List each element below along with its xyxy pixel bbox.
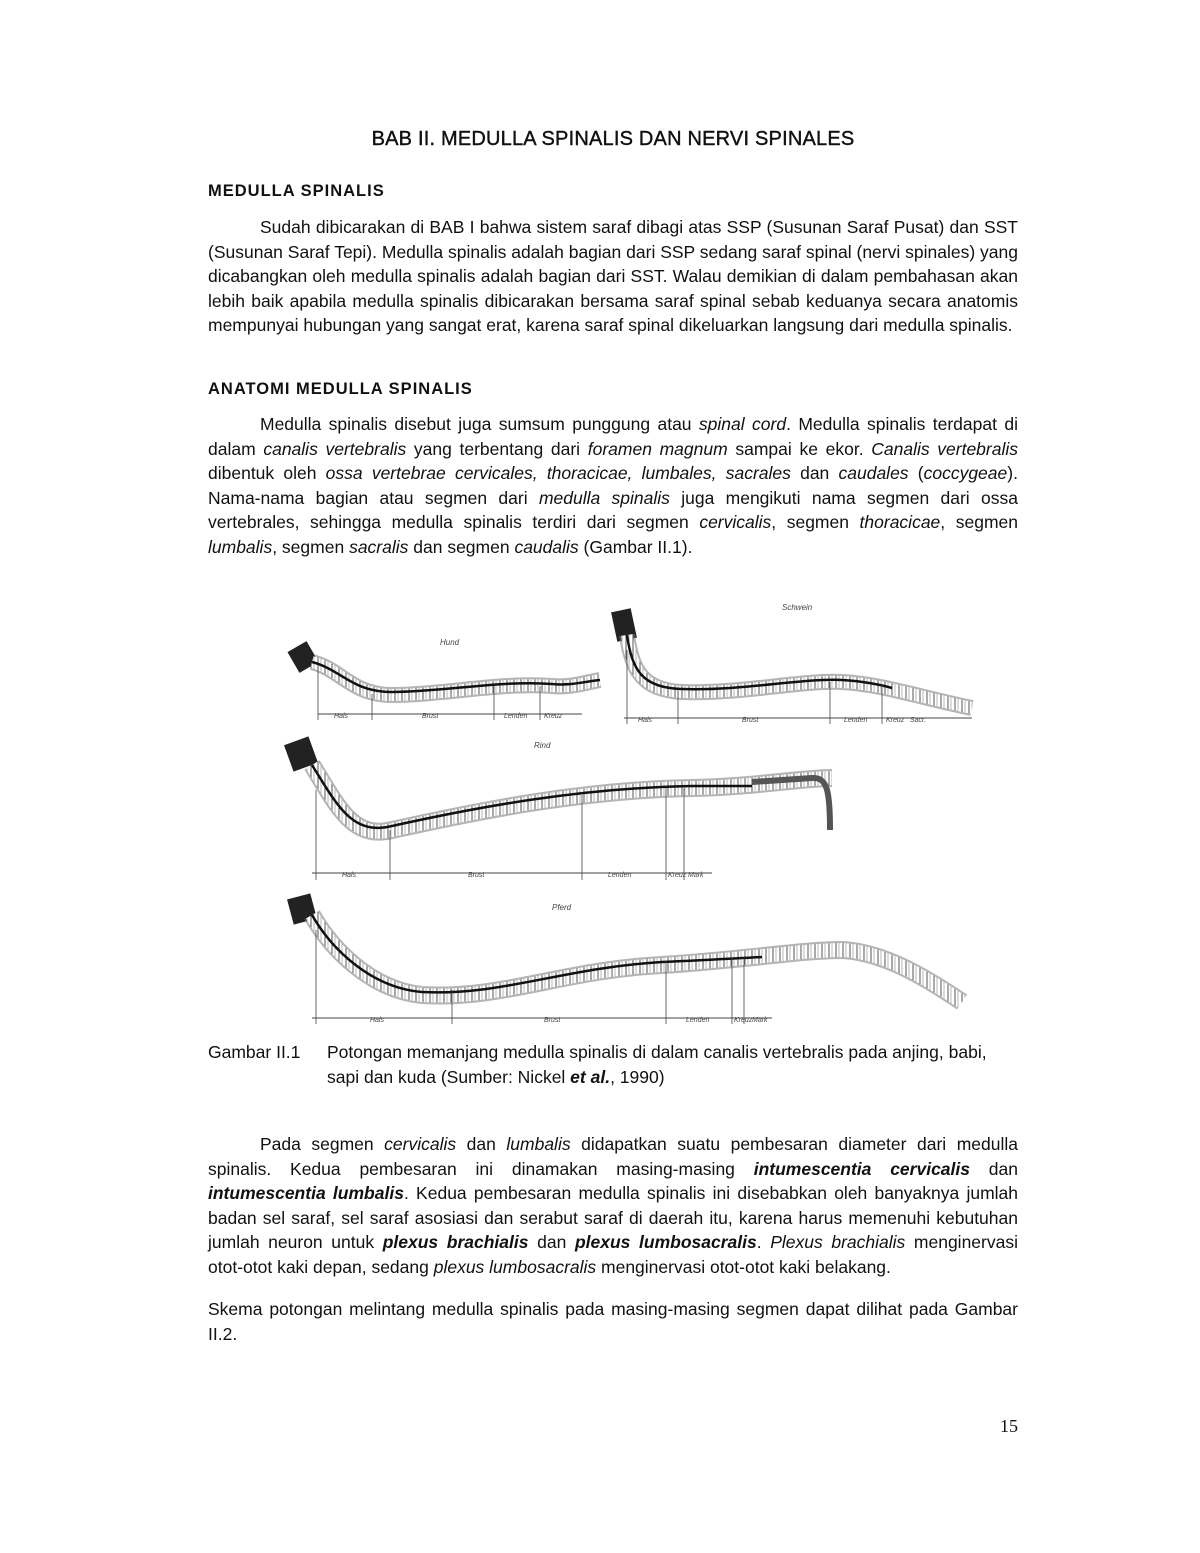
figure-panel-cattle bbox=[284, 736, 832, 880]
paragraph-intro: Sudah dibicarakan di BAB I bahwa sistem saraf dibagi atas SSP (Susunan Saraf Pusat) dan SST (Susunan Saraf Tepi). Medulla spinalis adalah bagian dari SSP sedang saraf spinal (nervi spinales) yang dicabangkan oleh medulla spinalis adalah bagian dari SST. Walau demikian di dalam pembahasan akan lebih baik apabila medulla spinalis dibicarakan bersama saraf spinal sebab keduanya secara anatomis mempunyai hubungan yang sangat erat, karena saraf spinal dikeluarkan langsung dari medulla spinalis. bbox=[208, 217, 1018, 336]
caption-text: Potongan memanjang medulla spinalis di dalam canalis vertebralis pada anjing, babi, sapi dan kuda (Sumber: Nickel et al., 1990) bbox=[327, 1042, 987, 1087]
spinal-cord-illustration bbox=[282, 590, 992, 1030]
svg-text:Brust: Brust bbox=[468, 872, 485, 879]
svg-text:Hals: Hals bbox=[334, 713, 349, 720]
svg-text:Hals: Hals bbox=[370, 1017, 385, 1024]
paragraph-skema: Skema potongan melintang medulla spinalis pada masing-masing segmen dapat dilihat pada Gambar II.2. bbox=[208, 1299, 1018, 1344]
panel-label-pig: Schwein bbox=[782, 603, 813, 612]
svg-text:Hals: Hals bbox=[638, 717, 653, 724]
svg-text:Kreuz: Kreuz bbox=[544, 713, 563, 720]
panel-label-horse: Pferd bbox=[552, 903, 572, 912]
figure-caption bbox=[208, 1040, 1018, 1089]
svg-text:Mark: Mark bbox=[688, 872, 704, 879]
svg-text:Lenden: Lenden bbox=[844, 717, 868, 724]
svg-text:Lenden: Lenden bbox=[686, 1017, 710, 1024]
figure-panel-dog bbox=[287, 638, 600, 720]
spinal-cord-figure bbox=[282, 590, 992, 1030]
section-heading-anatomi: ANATOMI MEDULLA SPINALIS bbox=[208, 380, 473, 398]
caption-label: Gambar II.1 bbox=[208, 1042, 301, 1062]
svg-text:Lenden: Lenden bbox=[504, 713, 528, 720]
svg-text:Hals: Hals bbox=[342, 872, 357, 879]
svg-text:Brust: Brust bbox=[544, 1017, 561, 1024]
figure-panel-horse bbox=[287, 893, 962, 1024]
page-number: 15 bbox=[1000, 1416, 1018, 1436]
svg-text:Sacr.: Sacr. bbox=[910, 717, 927, 724]
paragraph-intumescentia: Pada segmen cervicalis dan lumbalis didapatkan suatu pembesaran diameter dari medulla spinalis. Kedua pembesaran ini dinamakan masing-masing intumescentia cervicalis dan intumescentia lumbalis. Kedua pembesaran medulla spinalis ini disebabkan oleh banyaknya jumlah badan sel saraf, sel saraf asosiasi dan serabut saraf di daerah itu, karena harus memenuhi kebutuhan jumlah neuron untuk plexus brachialis dan plexus lumbosacralis. Plexus brachialis menginervasi otot-otot kaki depan, sedang plexus lumbosacralis menginervasi otot-otot kaki belakang. bbox=[208, 1134, 1019, 1277]
panel-label-cattle: Rind bbox=[534, 741, 551, 750]
svg-text:Kreuz: Kreuz bbox=[668, 872, 687, 879]
svg-text:Lenden: Lenden bbox=[608, 872, 632, 879]
svg-text:Brust: Brust bbox=[422, 713, 439, 720]
figure-panel-pig bbox=[611, 603, 972, 724]
svg-text:Kreuz: Kreuz bbox=[734, 1017, 753, 1024]
paragraph-anatomi: Medulla spinalis disebut juga sumsum punggung atau spinal cord. Medulla spinalis terdapat di dalam canalis vertebralis yang terbentang dari foramen magnum sampai ke ekor. Canalis vertebralis dibentuk oleh ossa vertebrae cervicales, thoracicae, lumbales, sacrales dan caudales (coccygeae). Nama-nama bagian atau segmen dari medulla spinalis juga mengikuti nama segmen dari ossa vertebrales, sehingga medulla spinalis terdiri dari segmen cervicalis, segmen thoracicae, segmen lumbalis, segmen sacralis dan segmen caudalis (Gambar II.1). bbox=[208, 414, 1018, 557]
svg-text:Mark: Mark bbox=[752, 1017, 768, 1024]
chapter-title: BAB II. MEDULLA SPINALIS DAN NERVI SPINALES bbox=[371, 128, 855, 150]
panel-label-dog: Hund bbox=[440, 638, 460, 647]
section-heading-medulla-spinalis: MEDULLA SPINALIS bbox=[208, 182, 385, 200]
svg-text:Kreuz: Kreuz bbox=[886, 717, 905, 724]
svg-text:Brust: Brust bbox=[742, 717, 759, 724]
